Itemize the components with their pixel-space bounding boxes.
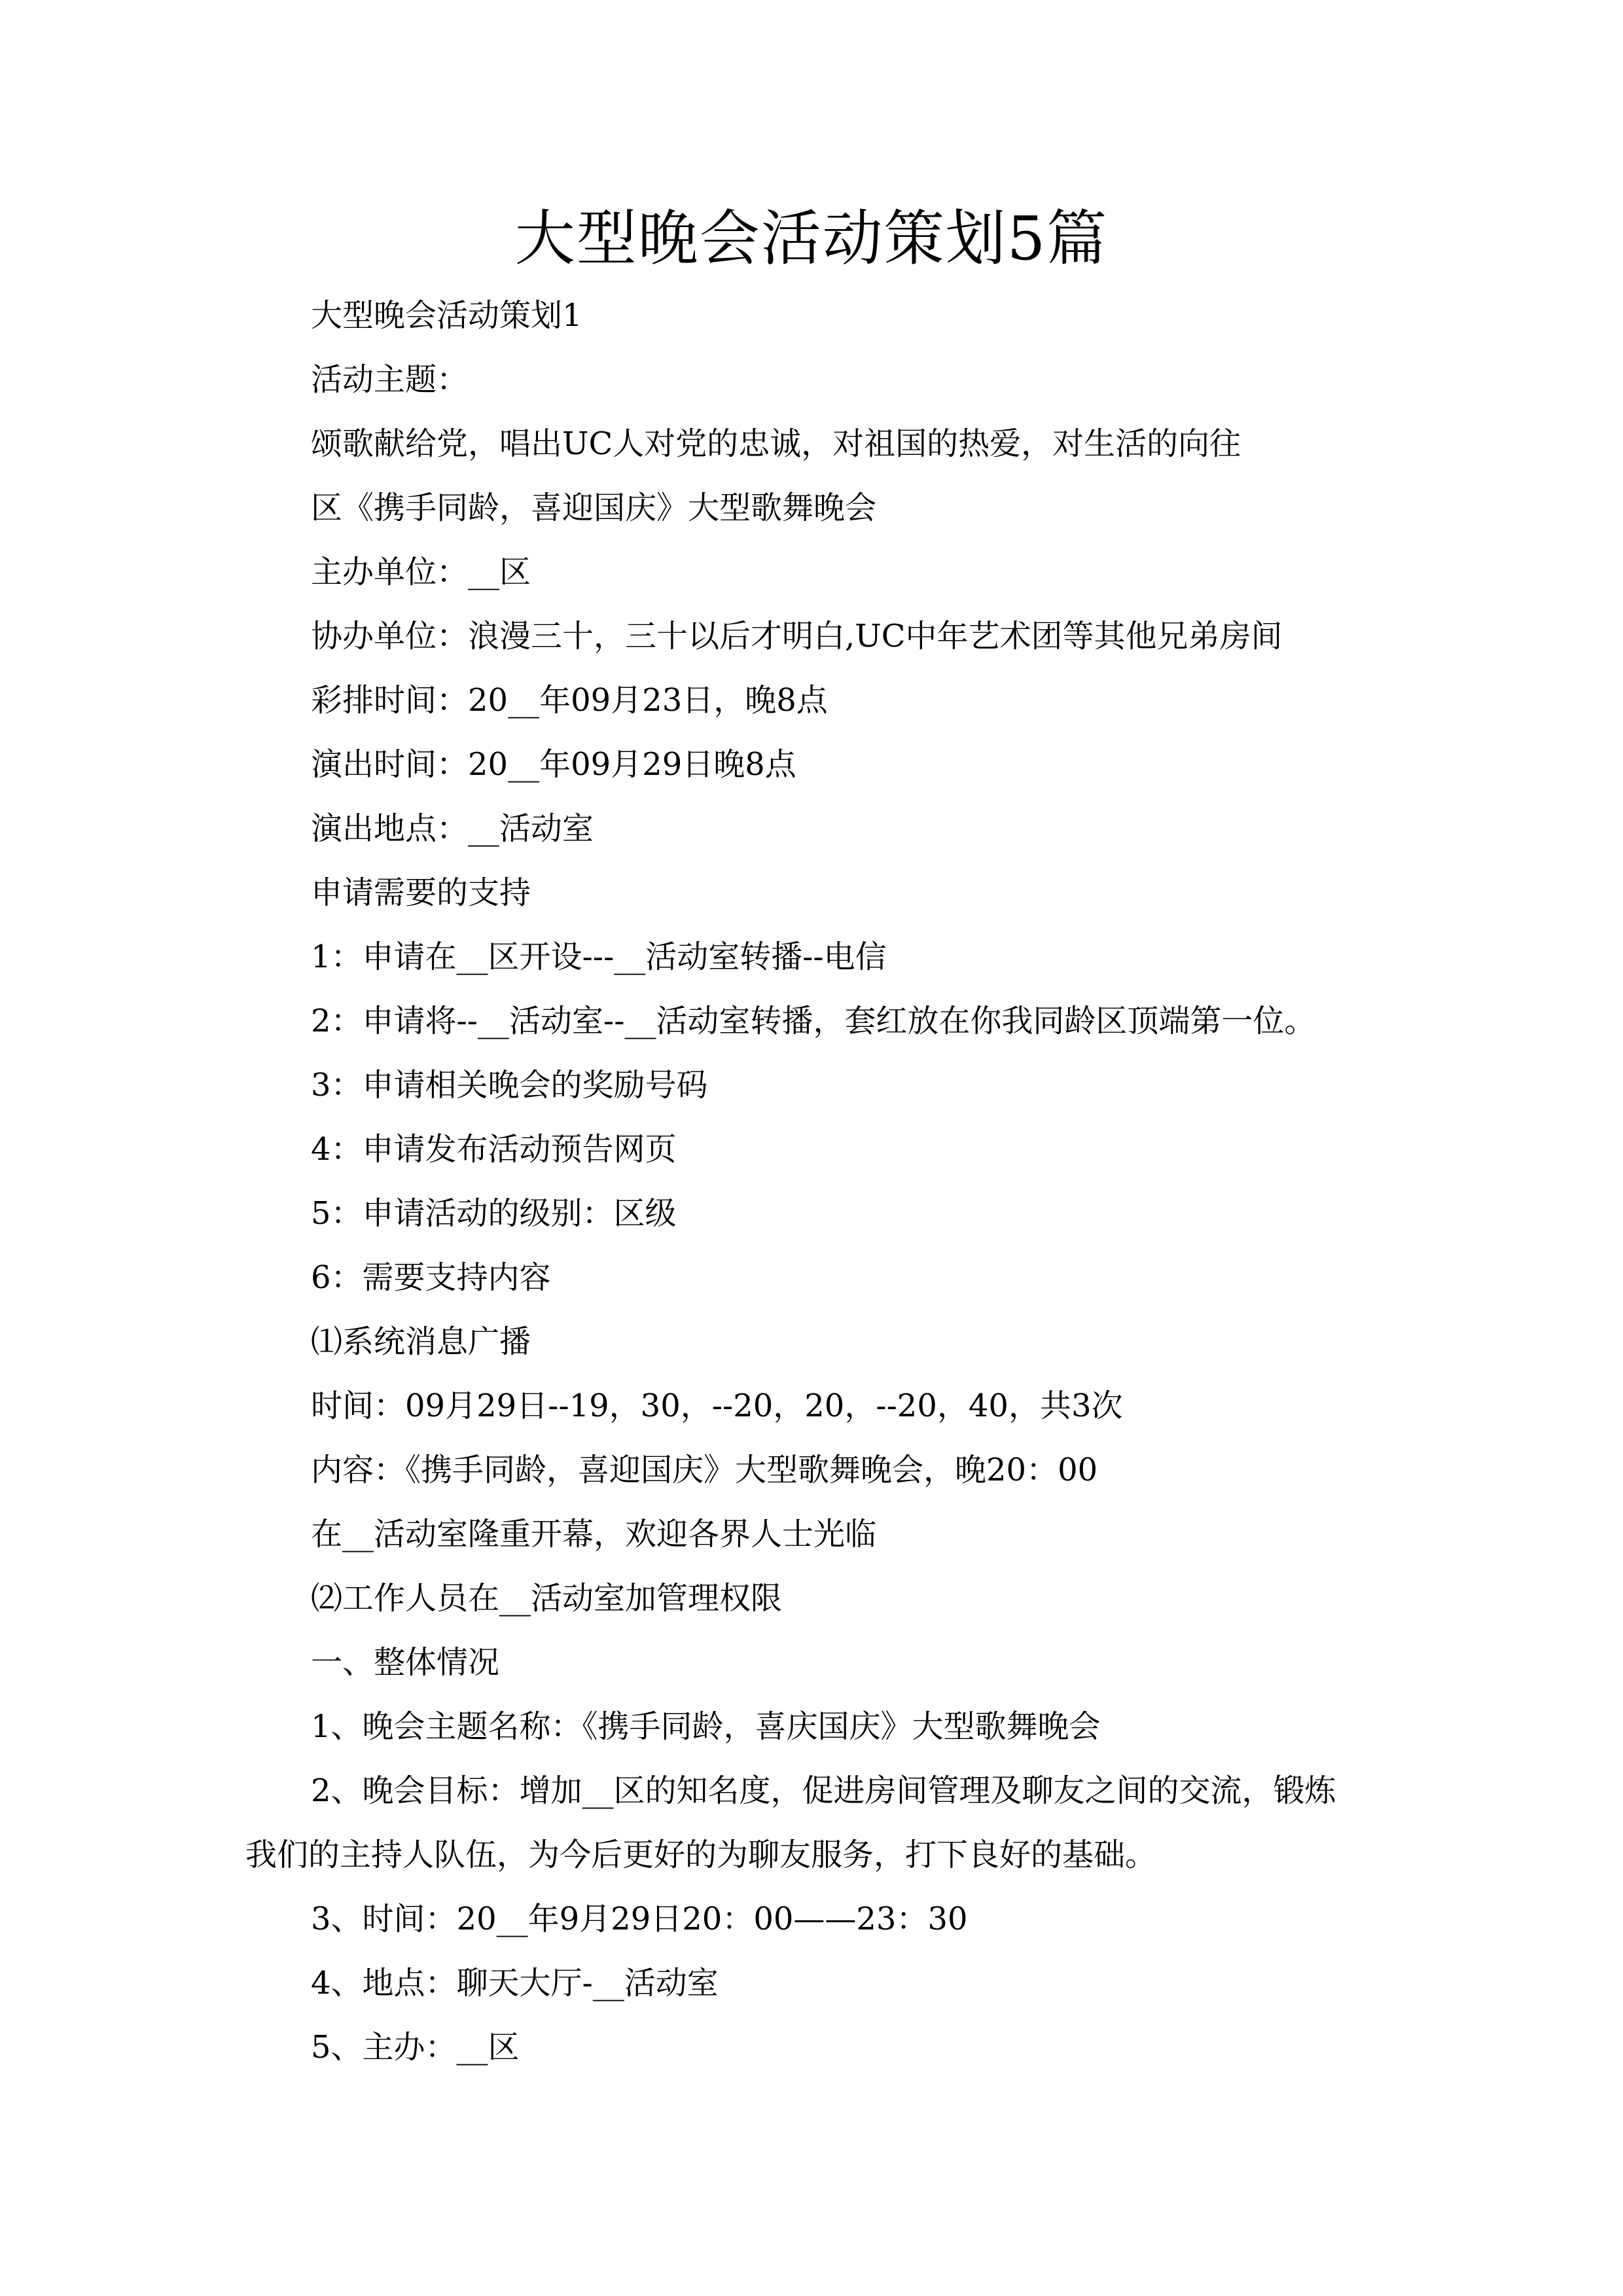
system-broadcast-heading: ⑴系统消息广播 bbox=[311, 1323, 531, 1360]
party-goal: 2、晚会目标：增加__区的知名度，促进房间管理及聊友之间的交流，锻炼 bbox=[311, 1772, 1336, 1809]
co-organizer: 协办单位：浪漫三十，三十以后才明白,UC中年艺术团等其他兄弟房间 bbox=[311, 618, 1283, 655]
staff-permissions: ⑵工作人员在__活动室加管理权限 bbox=[311, 1580, 783, 1617]
party-host: 5、主办：__区 bbox=[311, 2029, 520, 2066]
event-name: 区《携手同龄，喜迎国庆》大型歌舞晚会 bbox=[311, 490, 877, 526]
performance-time: 演出时间：20__年09月29日晚8点 bbox=[311, 746, 796, 783]
support-item-3: 3：申请相关晚会的奖励号码 bbox=[311, 1067, 708, 1103]
support-item-2: 2：申请将--__活动室--__活动室转播，套红放在你我同龄区顶端第一位。 bbox=[311, 1003, 1316, 1039]
broadcast-time: 时间：09月29日--19，30，--20，20，--20，40，共3次 bbox=[311, 1388, 1123, 1424]
activity-theme-text: 颂歌献给党，唱出UC人对党的忠诚，对祖国的热爱，对生活的向往 bbox=[311, 425, 1241, 462]
organizer: 主办单位：__区 bbox=[311, 554, 531, 590]
support-item-1: 1：申请在__区开设---__活动室转播--电信 bbox=[311, 939, 887, 975]
party-time: 3、时间：20__年9月29日20：00——23：30 bbox=[311, 1901, 968, 1937]
section-heading-plan-1: 大型晚会活动策划1 bbox=[311, 297, 582, 334]
rehearsal-time: 彩排时间：20__年09月23日，晚8点 bbox=[311, 682, 828, 719]
support-request-heading: 申请需要的支持 bbox=[311, 874, 531, 911]
support-item-4: 4：申请发布活动预告网页 bbox=[311, 1131, 677, 1168]
activity-theme-label: 活动主题： bbox=[311, 361, 469, 398]
broadcast-content-cont: 在__活动室隆重开幕，欢迎各界人士光临 bbox=[311, 1516, 877, 1552]
party-location: 4、地点：聊天大厅-__活动室 bbox=[311, 1965, 719, 2001]
broadcast-content: 内容：《携手同龄，喜迎国庆》大型歌舞晚会，晚20：00 bbox=[311, 1452, 1098, 1488]
overall-situation-heading: 一、整体情况 bbox=[311, 1644, 500, 1681]
support-item-6: 6：需要支持内容 bbox=[311, 1259, 551, 1296]
performance-venue: 演出地点：__活动室 bbox=[311, 810, 594, 847]
party-goal-cont: 我们的主持人队伍，为今后更好的为聊友服务，打下良好的基础。 bbox=[245, 1837, 1157, 1873]
document-title: 大型晚会活动策划5篇 bbox=[514, 204, 1109, 274]
party-theme-name: 1、晚会主题名称：《携手同龄，喜庆国庆》大型歌舞晚会 bbox=[311, 1708, 1101, 1745]
support-item-5: 5：申请活动的级别：区级 bbox=[311, 1195, 677, 1232]
